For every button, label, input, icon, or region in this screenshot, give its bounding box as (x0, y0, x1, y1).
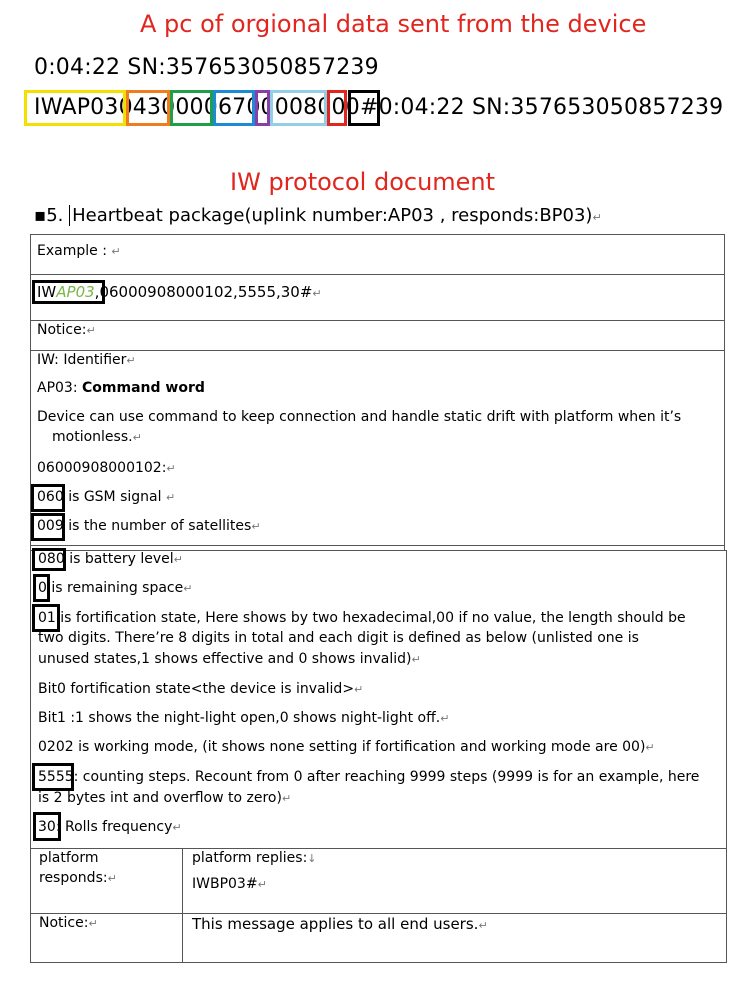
example-iw: IW (37, 283, 57, 301)
platform-notice-text: This message applies to all end users.↵ (192, 915, 488, 933)
table-divider-7 (30, 913, 727, 914)
table-border-right-upper (724, 234, 725, 550)
return-mark-icon: ↵ (592, 211, 602, 224)
rolls-highlight-box (33, 812, 61, 841)
table-border-top (30, 234, 725, 235)
section-heading (34, 205, 602, 226)
note-device-line-2: motionless.↵ (52, 429, 142, 445)
note-fort-line-3: unused states,1 shows effective and 0 shows invalid)↵ (38, 651, 421, 667)
platform-reply: IWBP03#↵ (192, 876, 267, 892)
protocol-title: IW protocol document (230, 168, 496, 196)
platform-replies-label: platform replies:↓ (192, 850, 317, 866)
note-rolls: 30: Rolls frequency↵ (38, 819, 182, 835)
battery-highlight-box (32, 548, 66, 571)
seg-header: IWAP03 (34, 95, 119, 120)
example-rest: ,06000908000102,5555,30# (94, 283, 313, 301)
seg-space: 0 (246, 95, 261, 120)
note-bit0: Bit0 fortification state<the device is invalid>↵ (38, 681, 364, 697)
table-border-bottom (30, 962, 727, 963)
table-divider-4 (30, 545, 725, 546)
note-fort-line-1: 01 is fortification state, Here shows by two hexadecimal,00 if no value, the length should be (38, 610, 686, 626)
seg-tail: #0:04:22 SN:357653050857239 (359, 95, 724, 120)
fort-highlight-box (32, 604, 60, 632)
notice-label: Notice:↵ (37, 322, 96, 338)
note-mode: 0202 is working mode, (it shows none setting if fortification and working mode are 00)↵ (38, 739, 655, 755)
table-divider-2 (30, 320, 725, 321)
note-device-line-1: Device can use command to keep connection and handle static drift with platform when it’s (37, 409, 682, 425)
platform-label-line-2: responds:↵ (39, 870, 117, 886)
note-space: 0 is remaining space↵ (38, 580, 193, 596)
note-gsm: 060 is GSM signal ↵ (37, 489, 176, 505)
seg-battery: 067 (203, 95, 247, 120)
example-cmd: AP03 (56, 283, 95, 301)
note-satellites: 009 is the number of satellites↵ (37, 518, 261, 534)
note-steps-line-2: is 2 bytes int and overflow to zero)↵ (38, 790, 292, 806)
highlight-blue-box (213, 90, 255, 126)
table-border-right-lower (726, 550, 727, 962)
note-battery: 080 is battery level↵ (38, 551, 183, 567)
space-highlight-box (33, 574, 50, 602)
highlight-orange-box (126, 90, 170, 126)
note-bit1: Bit1 :1 shows the night-light open,0 shows night-light off.↵ (38, 710, 450, 726)
satellites-highlight-box (31, 513, 65, 541)
table-column-divider (182, 848, 183, 962)
raw-line-1: 0:04:22 SN:357653050857239 (34, 55, 379, 80)
section-title: Heartbeat package(uplink number:AP03 , responds:BP03) (69, 205, 592, 226)
seg-rolls: 00 (331, 95, 360, 120)
section-bullet: ▪5. (34, 205, 64, 226)
note-fort-line-2: two digits. There’re 8 digits in total and each digit is defined as below (unlisted one is (38, 630, 639, 646)
highlight-lightblue-box (270, 90, 327, 126)
seg-gsm: 043 (118, 95, 162, 120)
example-label: Example : ↵ (37, 243, 121, 259)
table-divider-6 (30, 848, 727, 849)
highlight-black-box (348, 90, 380, 126)
highlight-purple-box (255, 90, 270, 126)
note-iw: IW: Identifier↵ (37, 352, 136, 368)
steps-highlight-box (32, 763, 74, 791)
seg-sat: 000 (161, 95, 204, 120)
note-ap03: AP03: Command word (37, 380, 205, 396)
gsm-highlight-box (31, 484, 65, 512)
highlight-yellow-box (24, 90, 126, 126)
table-divider-1 (30, 274, 725, 275)
example-packet: IWAP03,06000908000102,5555,30#↵ (37, 283, 322, 301)
note-steps-line-1: 5555: counting steps. Recount from 0 after reaching 9999 steps (9999 is for an example, here (38, 769, 700, 785)
table-border-left (30, 234, 31, 962)
highlight-green-box (170, 90, 213, 126)
seg-steps: 0 (317, 95, 332, 120)
platform-notice-label: Notice:↵ (39, 915, 98, 931)
top-title: A pc of orgional data sent from the device (140, 10, 647, 38)
example-highlight-box (32, 280, 105, 304)
platform-label-line-1: platform (39, 850, 99, 866)
table-divider-3 (30, 350, 725, 351)
highlight-red-box (327, 90, 347, 126)
seg-fort: 0008 (260, 95, 318, 120)
note-code: 06000908000102:↵ (37, 460, 176, 476)
